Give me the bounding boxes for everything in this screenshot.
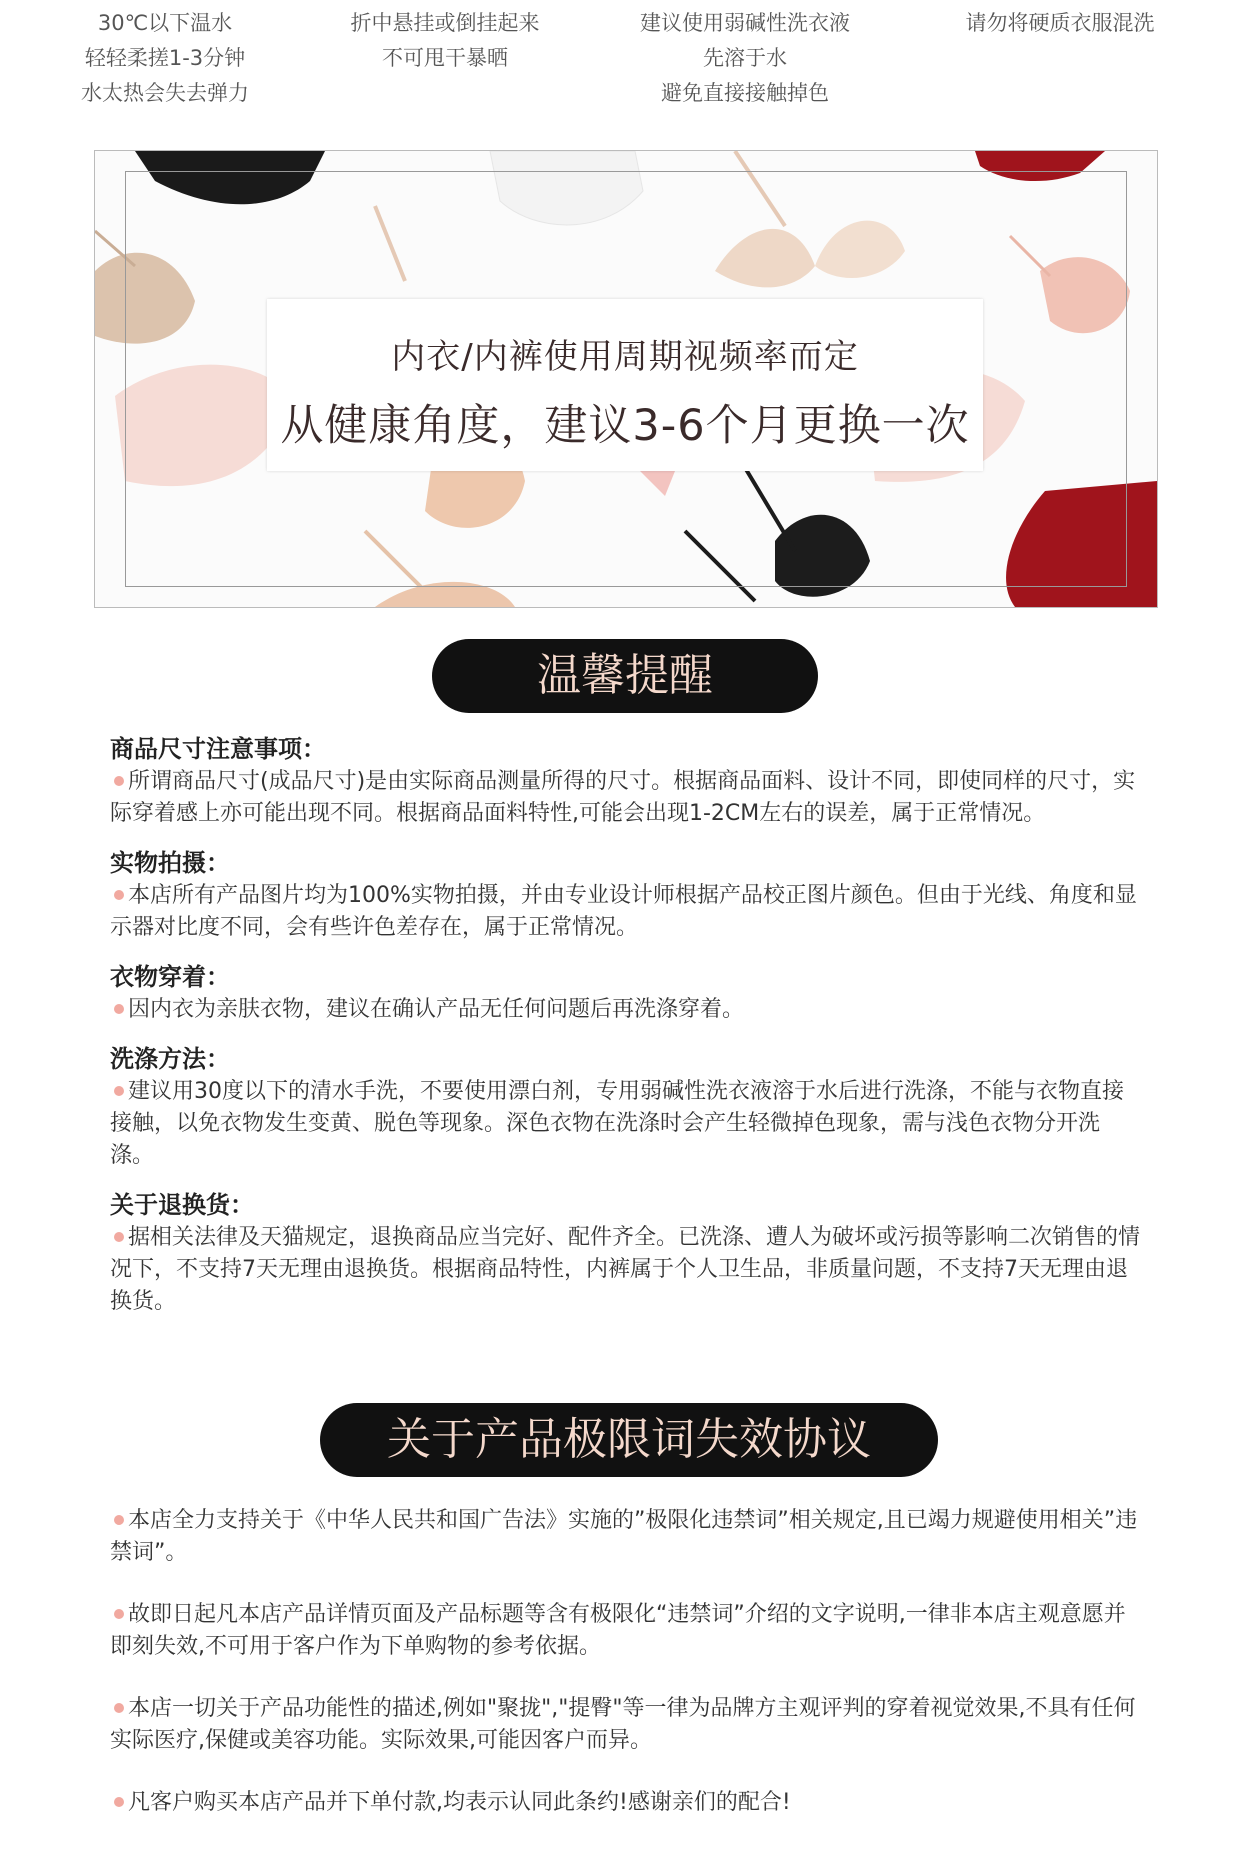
agreement-item [110, 1505, 1140, 1569]
care-tip-line: 水太热会失去弹力 [81, 81, 249, 105]
care-tip-drying [295, 6, 595, 76]
notice-body: 所谓商品尺寸(成品尺寸)是由实际商品测量所得的尺寸。根据商品面料、设计不同，即使同样的尺寸，实际穿着感上亦可能出现不同。根据商品面料特性,可能会出现1-2CM左右的误差，属于正常情况。 [110, 769, 1136, 826]
agreement-item [110, 1599, 1140, 1663]
bullet-dot-icon [114, 1515, 124, 1525]
care-tip-line: 轻轻柔搓1-3分钟 [84, 46, 246, 70]
agreement-item-text: 本店一切关于产品功能性的描述,例如"聚拢","提臀"等一律为品牌方主观评判的穿着视觉效果,不具有任何实际医疗,保健或美容功能。实际效果,可能因客户而异。 [110, 1696, 1136, 1753]
notice-body: 建议用30度以下的清水手洗，不要使用漂白剂，专用弱碱性洗衣液溶于水后进行洗涤，不能与衣物直接接触，以免衣物发生变黄、脱色等现象。深色衣物在洗涤时会产生轻微掉色现象，需与浅色衣物分开洗涤。 [110, 1079, 1124, 1168]
care-tip-separate-wash [910, 6, 1210, 41]
bullet-dot-icon [114, 890, 124, 900]
notice-body: 因内衣为亲肤衣物，建议在确认产品无任何问题后再洗涤穿着。 [128, 997, 745, 1022]
notice-washing [110, 1042, 1140, 1172]
care-tip-detergent [595, 6, 895, 111]
bullet-dot-icon [114, 1232, 124, 1242]
care-tip-line: 先溶于水 [703, 46, 787, 70]
agreement-item-text: 本店全力支持关于《中华人民共和国广告法》实施的”极限化违禁词”相关规定,且已竭力规避使用相关”违禁词”。 [110, 1508, 1138, 1565]
care-tip-line: 折中悬挂或倒挂起来 [350, 11, 540, 35]
notice-body: 本店所有产品图片均为100%实物拍摄，并由专业设计师根据产品校正图片颜色。但由于光线、角度和显示器对比度不同，会有些许色差存在，属于正常情况。 [110, 883, 1137, 940]
notice-heading: 关于退换货： [110, 1191, 254, 1219]
care-tip-line: 建议使用弱碱性洗衣液 [640, 11, 850, 35]
notice-heading: 衣物穿着： [110, 963, 230, 991]
banner-message-card [267, 299, 983, 471]
banner-line-advice: 从健康角度，建议3-6个月更换一次 [280, 401, 970, 451]
agreement-section [110, 1505, 1140, 1849]
bullet-dot-icon [114, 1703, 124, 1713]
agreement-title: 关于产品极限词失效协议 [320, 1403, 938, 1477]
care-tip-temperature [15, 6, 315, 111]
notice-returns [110, 1188, 1140, 1318]
usage-cycle-banner [94, 150, 1158, 608]
notice-photography [110, 846, 1140, 944]
notice-wearing [110, 960, 1140, 1026]
agreement-item [110, 1787, 1140, 1819]
banner-line-usage: 内衣/内裤使用周期视频率而定 [391, 337, 859, 377]
notice-body: 据相关法律及天猫规定，退换商品应当完好、配件齐全。已洗涤、遭人为破坏或污损等影响二次销售的情况下，不支持7天无理由退换货。根据商品特性，内裤属于个人卫生品，非质量问题，不支持7天无理由退换货。 [110, 1225, 1141, 1314]
notice-heading: 洗涤方法： [110, 1045, 230, 1073]
care-tip-line: 避免直接接触掉色 [661, 81, 829, 105]
notice-heading: 实物拍摄： [110, 849, 230, 877]
bullet-dot-icon [114, 1086, 124, 1096]
agreement-item-text: 凡客户购买本店产品并下单付款,均表示认同此条约!感谢亲们的配合! [128, 1790, 791, 1815]
bullet-dot-icon [114, 776, 124, 786]
bullet-dot-icon [114, 1609, 124, 1619]
warm-reminder-section [110, 732, 1140, 1334]
notice-heading: 商品尺寸注意事项： [110, 735, 326, 763]
care-tip-line: 请勿将硬质衣服混洗 [965, 11, 1155, 35]
agreement-item [110, 1693, 1140, 1757]
bullet-dot-icon [114, 1004, 124, 1014]
agreement-item-text: 故即日起凡本店产品详情页面及产品标题等含有极限化“违禁词”介绍的文字说明,一律非本店主观意愿并即刻失效,不可用于客户作为下单购物的参考依据。 [110, 1602, 1126, 1659]
care-tip-line: 不可甩干暴晒 [382, 46, 508, 70]
care-tip-line: 30℃以下温水 [97, 11, 233, 35]
warm-reminder-title: 温馨提醒 [432, 639, 818, 713]
bullet-dot-icon [114, 1797, 124, 1807]
notice-size [110, 732, 1140, 830]
care-tips-row [0, 6, 1240, 116]
